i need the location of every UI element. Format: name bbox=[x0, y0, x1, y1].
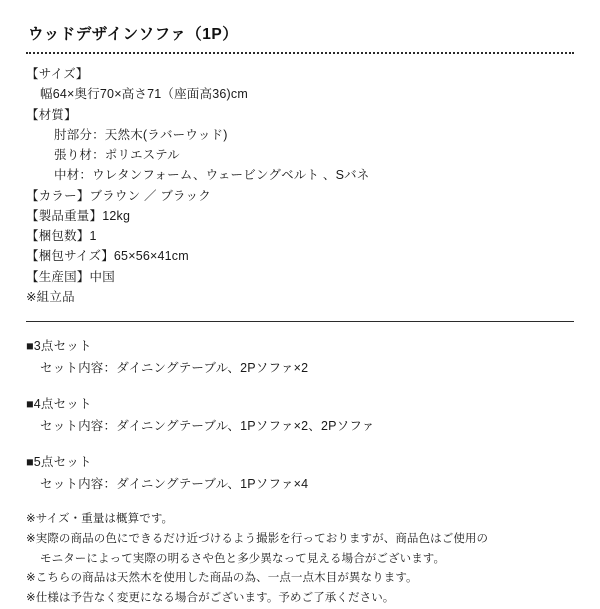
note-line: モニターによって実際の明るさや色と多少異なって見える場合がございます。 bbox=[40, 552, 446, 565]
disclaimer-notes bbox=[26, 510, 574, 609]
set-heading: ■4点セット bbox=[26, 397, 92, 411]
spec-row: 肘部分：天然木(ラバーウッド) bbox=[54, 127, 228, 142]
specification-list bbox=[26, 64, 574, 307]
page-title: ウッドデザインソファ（1P） bbox=[28, 26, 239, 43]
note-line: ※サイズ・重量は概算です。 bbox=[26, 513, 174, 525]
set-contents: セット内容：ダイニングテーブル、1Pソファ×4 bbox=[40, 477, 309, 491]
set-heading: ■3点セット bbox=[26, 339, 92, 353]
set-group bbox=[26, 452, 574, 494]
set-group bbox=[26, 336, 574, 378]
note-line: ※仕様は予告なく変更になる場合がございます。予めご了承ください。 bbox=[26, 592, 395, 605]
spec-row: 幅64×奥行70×高さ71（座面高36)cm bbox=[40, 87, 248, 102]
title-divider bbox=[26, 52, 574, 54]
set-contents: セット内容：ダイニングテーブル、2Pソファ×2 bbox=[40, 361, 309, 375]
spec-row: 【生産国】中国 bbox=[26, 269, 115, 284]
spec-row: 【材質】 bbox=[26, 107, 77, 122]
spec-row: 【カラー】ブラウン ／ ブラック bbox=[26, 188, 211, 203]
spec-row: 【サイズ】 bbox=[26, 67, 89, 81]
set-variations-list bbox=[26, 336, 574, 494]
spec-row: 張り材：ポリエステル bbox=[54, 148, 180, 162]
spec-row: 【梱包数】1 bbox=[26, 229, 97, 243]
note-line: ※こちらの商品は天然木を使用した商品の為、一点一点木目が異なります。 bbox=[26, 572, 418, 585]
note-line: ※実際の商品の色にできるだけ近づけるよう撮影を行っておりますが、商品色はご使用の bbox=[26, 532, 489, 545]
set-contents: セット内容：ダイニングテーブル、1Pソファ×2、2Pソファ bbox=[40, 419, 375, 433]
set-heading: ■5点セット bbox=[26, 455, 92, 469]
set-group bbox=[26, 394, 574, 436]
section-divider bbox=[26, 321, 574, 322]
spec-row: 中材：ウレタンフォーム、ウェービングベルト 、Sバネ bbox=[54, 168, 370, 183]
spec-row: ※組立品 bbox=[26, 289, 75, 304]
spec-row: 【梱包サイズ】65×56×41cm bbox=[26, 249, 189, 264]
spec-row: 【製品重量】12kg bbox=[26, 208, 131, 223]
